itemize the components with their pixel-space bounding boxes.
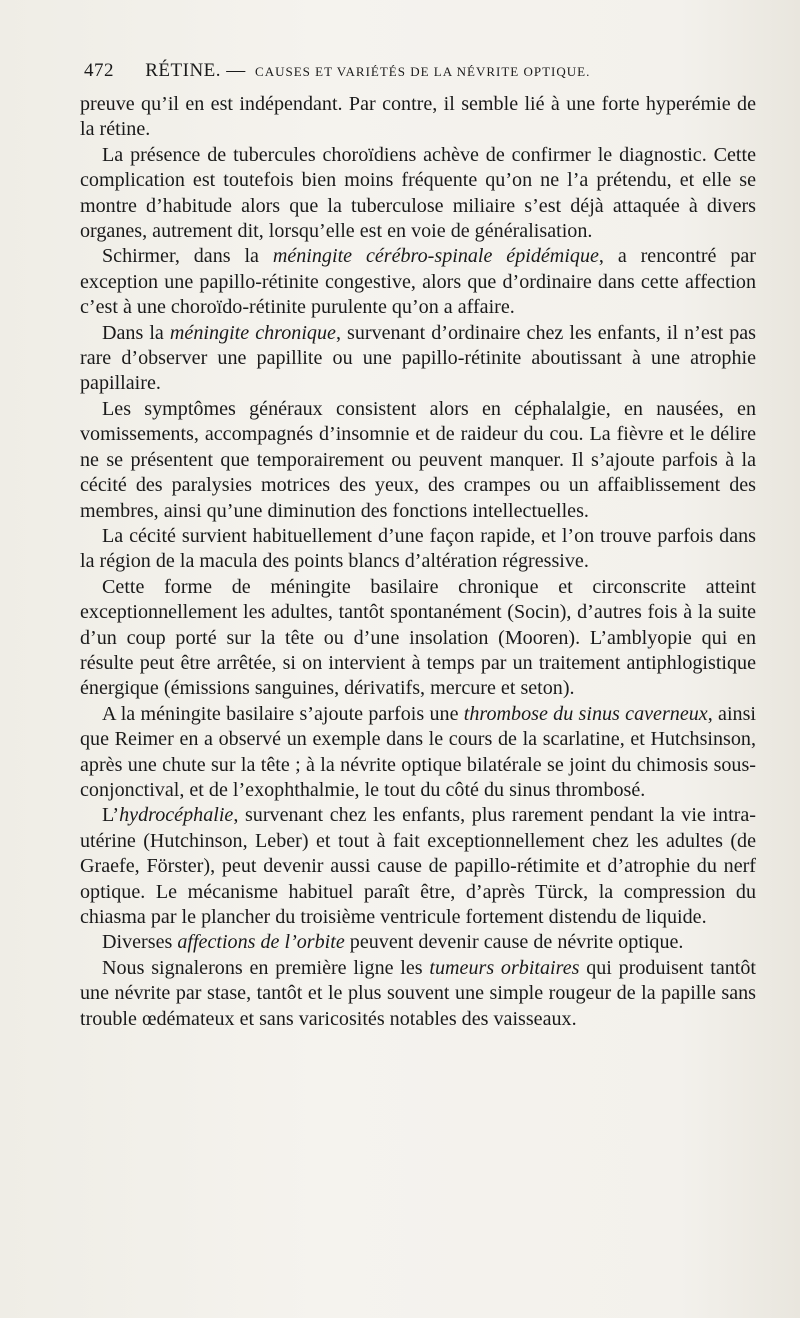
chapter-title: RÉTINE. (145, 60, 222, 81)
paragraph: Nous signalerons en première ligne les tumeurs orbitaires qui produisent tantôt une névrite par stase, tantôt et le plus souvent une simple rougeur de la papille sans trouble œdémateux et sans varicosités notables des vaisseaux. (80, 956, 756, 1030)
header-dash: — (226, 60, 246, 81)
paragraph: Diverses affections de l’orbite peuvent devenir cause de névrite optique. (102, 931, 684, 954)
paragraph: Schirmer, dans la méningite cérébro-spinale épidémique, a rencontré par exception une papillo-rétinite congestive, alors que d’ordinaire dans cette affection c’est à une choroïdo-rétinite purulente qu’on a affaire. (80, 245, 757, 319)
paragraph: Les symptômes généraux consistent alors en céphalalgie, en nausées, en vomissements, accompagnés d’insomnie et de raideur du cou. La fièvre et le délire ne se présentent que temporairement ou peuvent manquer. Il s’ajoute parfois à la cécité des paralysies motrices des yeux, des crampes ou un affaiblissement des membres, ainsi qu’une diminution des fonctions intellectuelles. (80, 397, 756, 522)
paragraph: La présence de tubercules choroïdiens achève de confirmer le diagnostic. Cette complication est toutefois bien moins fréquente qu’on ne l’a prétendu, et elle se montre d’habitude alors que la tuberculose miliaire s’est déjà attaquée à divers organes, autrement dit, lorsqu’elle est en voie de généralisation. (80, 143, 756, 243)
paragraph: L’hydrocéphalie, survenant chez les enfants, plus rarement pendant la vie intra-utérine (Hutchinson, Leber) et tout à fait exceptionnellement chez les adultes (de Graefe, Förster), peut devenir aussi cause de papillo-rétimite et d’atrophie du nerf optique. Le mécanisme habituel paraît être, d’après Türck, la compression du chiasma par le plancher du troisième ventricule fortement distendu de liquide. (80, 804, 756, 928)
paragraph: La cécité survient habituellement d’une façon rapide, et l’on trouve parfois dans la région de la macula des points blancs d’altération régressive. (80, 524, 756, 573)
paragraph: preuve qu’il en est indépendant. Par contre, il semble lié à une forte hyperémie de la rétine. (80, 93, 756, 141)
body-text (80, 92, 756, 1032)
page-number: 472 (84, 60, 114, 81)
running-head: CAUSES ET VARIÉTÉS DE LA NÉVRITE OPTIQUE. (255, 64, 591, 79)
paragraph: A la méningite basilaire s’ajoute parfois une thrombose du sinus caverneux, ainsi que Reimer en a observé un exemple dans le cours de la scarlatine, et Hutchsinson, après une chute sur la tête ; à la névrite optique bilatérale se joint du chimosis sous-conjonctival, et de l’exophthalmie, le tout du côté du sinus thrombosé. (80, 702, 756, 801)
paragraph: Cette forme de méningite basilaire chronique et circonscrite atteint exceptionnellement les adultes, tantôt spontanément (Socin), d’autres fois à la suite d’un coup porté sur la tête ou d’une insolation (Mooren). L’amblyopie qui en résulte peut être arrêtée, si on intervient à temps par un traitement antiphlogistique énergique (émissions sanguines, dérivatifs, mercure et seton). (80, 575, 756, 700)
page-header (84, 60, 756, 82)
paragraph: Dans la méningite chronique, survenant d’ordinaire chez les enfants, il n’est pas rare d’observer une papillite ou une papillo-rétinite aboutissant à une atrophie papillaire. (80, 321, 756, 395)
